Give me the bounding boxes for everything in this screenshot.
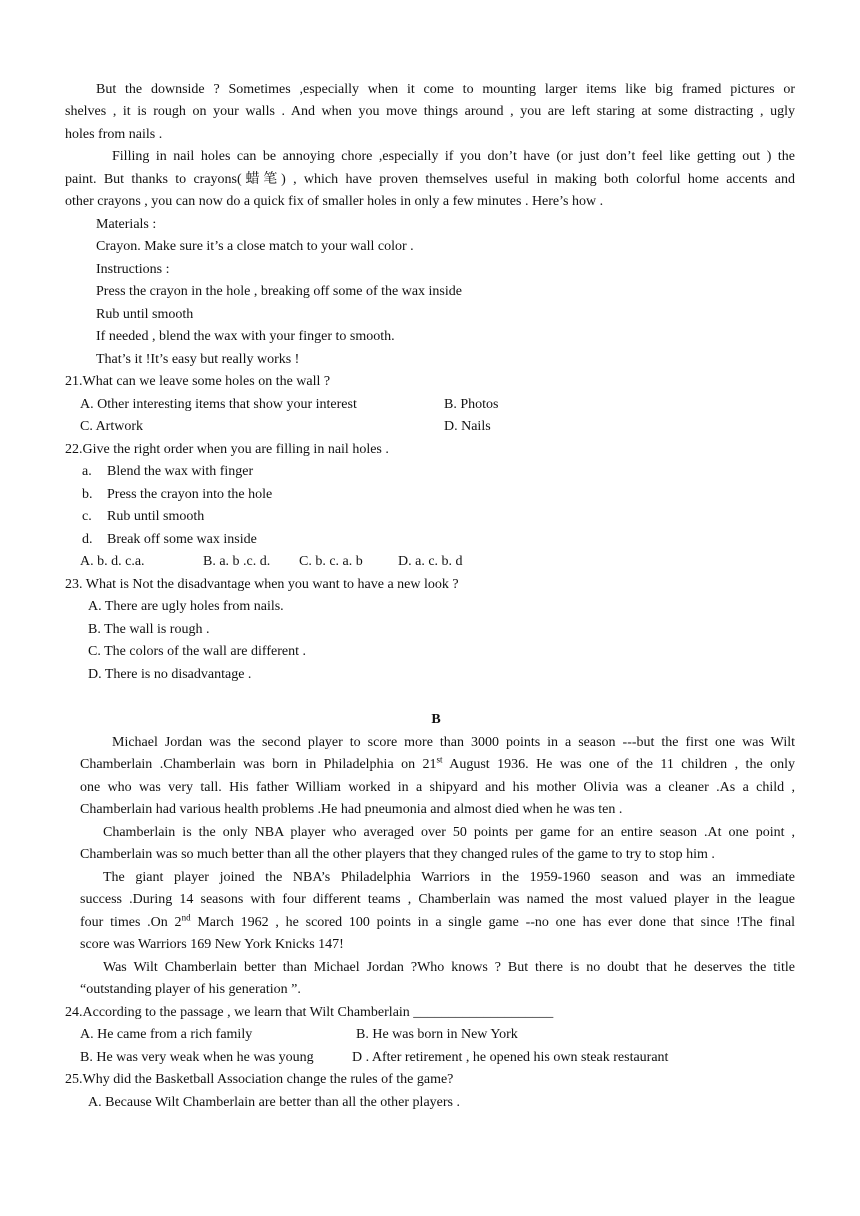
instruction-step: Rub until smooth: [96, 307, 194, 322]
q22-step-letter: a.: [82, 464, 92, 479]
materials-item: Crayon. Make sure it’s a close match to your wall color .: [96, 239, 414, 254]
q24-option-c: B. He was very weak when he was young: [80, 1050, 314, 1065]
passage-a-p2-line1: Filling in nail holes can be annoying chore ,especially if you don’t have (or just don’t feel like getting out ) the: [112, 149, 795, 164]
passage-b-p3-line1: The giant player joined the NBA’s Philadelphia Warriors in the 1959-1960 season and was an immediate: [103, 870, 795, 885]
q22-step-letter: c.: [82, 509, 92, 524]
question-25-stem: 25.Why did the Basketball Association change the rules of the game?: [65, 1072, 454, 1087]
passage-a-p1-line3: holes from nails .: [65, 127, 163, 142]
q22-step-text: Rub until smooth: [107, 509, 205, 524]
question-24-stem: 24.According to the passage , we learn that Wilt Chamberlain ____________________: [65, 1005, 554, 1020]
p1-line2-pre: Chamberlain .Chamberlain was born in Philadelphia on 21: [80, 757, 437, 772]
passage-b-p1-line3: one who was very tall. His father William worked in a shipyard and his mother Olivia was a cleaner .As a child ,: [80, 780, 795, 795]
question-23-stem: 23. What is Not the disadvantage when you want to have a new look ?: [65, 577, 459, 592]
q22-step-letter: d.: [82, 532, 93, 547]
q21-option-d: D. Nails: [444, 419, 491, 434]
q22-option-b: B. a. b .c. d.: [203, 554, 271, 569]
q23-option-c: C. The colors of the wall are different .: [88, 644, 306, 659]
q25-option-a: A. Because Wilt Chamberlain are better than all the other players .: [88, 1095, 460, 1110]
q24-option-d: D . After retirement , he opened his own steak restaurant: [352, 1050, 669, 1065]
q22-option-a: A. b. d. c.a.: [80, 554, 145, 569]
q22-option-c: C. b. c. a. b: [299, 554, 363, 569]
p1-line2-post: August 1936. He was one of the 11 children , the only: [442, 757, 795, 772]
passage-b-p4-line2: “outstanding player of his generation ”.: [80, 982, 301, 997]
instruction-step: If needed , blend the wax with your finger to smooth.: [96, 329, 395, 344]
q23-option-d: D. There is no disadvantage .: [88, 667, 252, 682]
passage-b-p3-line3: [80, 913, 795, 933]
passage-a-p2-line2: paint. But thanks to crayons(蜡笔) , which have proven themselves useful in making both colorful home accents and: [65, 172, 795, 187]
q21-option-a: A. Other interesting items that show your interest: [80, 397, 357, 412]
passage-b-p4-line1: Was Wilt Chamberlain better than Michael Jordan ?Who knows ? But there is no doubt that he deserves the title: [103, 960, 795, 975]
passage-b-p2-line1: Chamberlain is the only NBA player who averaged over 50 points per game for an entire season .At one point ,: [103, 825, 795, 840]
ordinal-suffix: st: [436, 754, 443, 765]
q24-option-b: B. He was born in New York: [356, 1027, 518, 1042]
passage-b-p3-line2: success .During 14 seasons with four different teams , Chamberlain was named the most valued player in the league: [80, 892, 795, 907]
materials-heading: Materials :: [96, 217, 157, 232]
question-21-stem: 21.What can we leave some holes on the wall ?: [65, 374, 331, 389]
passage-a-p1-line2: shelves , it is rough on your walls . And when you move things around , you are left staring at some distracting , ugly: [65, 104, 795, 119]
passage-b-p1-line4: Chamberlain had various health problems .He had pneumonia and almost died when he was ten .: [80, 802, 623, 817]
q22-step-text: Blend the wax with finger: [107, 464, 254, 479]
q21-option-b: B. Photos: [444, 397, 499, 412]
q22-step-text: Break off some wax inside: [107, 532, 257, 547]
passage-b-p1-line1: Michael Jordan was the second player to score more than 3000 points in a season ---but the first one was Wilt: [112, 735, 795, 750]
passage-a-p2-line3: other crayons , you can now do a quick fix of smaller holes in only a few minutes . Here’s how .: [65, 194, 604, 209]
q21-option-c: C. Artwork: [80, 419, 143, 434]
passage-a-p1-line1: But the downside ? Sometimes ,especially when it come to mounting larger items like big framed pictures or: [96, 82, 795, 97]
instructions-heading: Instructions :: [96, 262, 170, 277]
q23-option-b: B. The wall is rough .: [88, 622, 210, 637]
ordinal-suffix: nd: [181, 912, 191, 923]
p3-line3-pre: four times .On 2: [80, 915, 182, 930]
q22-step-text: Press the crayon into the hole: [107, 487, 273, 502]
q23-option-a: A. There are ugly holes from nails.: [88, 599, 284, 614]
instruction-step: That’s it !It’s easy but really works !: [96, 352, 300, 367]
question-22-stem: 22.Give the right order when you are filling in nail holes .: [65, 442, 389, 457]
q24-option-a: A. He came from a rich family: [80, 1027, 253, 1042]
p3-line3-post: March 1962 , he scored 100 points in a single game --no one has ever done that since !The final: [190, 915, 796, 930]
section-b-heading: B: [431, 712, 441, 727]
passage-b-p3-line4: score was Warriors 169 New York Knicks 147!: [80, 937, 344, 952]
instruction-step: Press the crayon in the hole , breaking off some of the wax inside: [96, 284, 462, 299]
passage-b-p2-line2: Chamberlain was so much better than all the other players that they changed rules of the game to try to stop him .: [80, 847, 715, 862]
passage-b-p1-line2: [80, 755, 795, 775]
q22-option-d: D. a. c. b. d: [398, 554, 463, 569]
q22-step-letter: b.: [82, 487, 93, 502]
